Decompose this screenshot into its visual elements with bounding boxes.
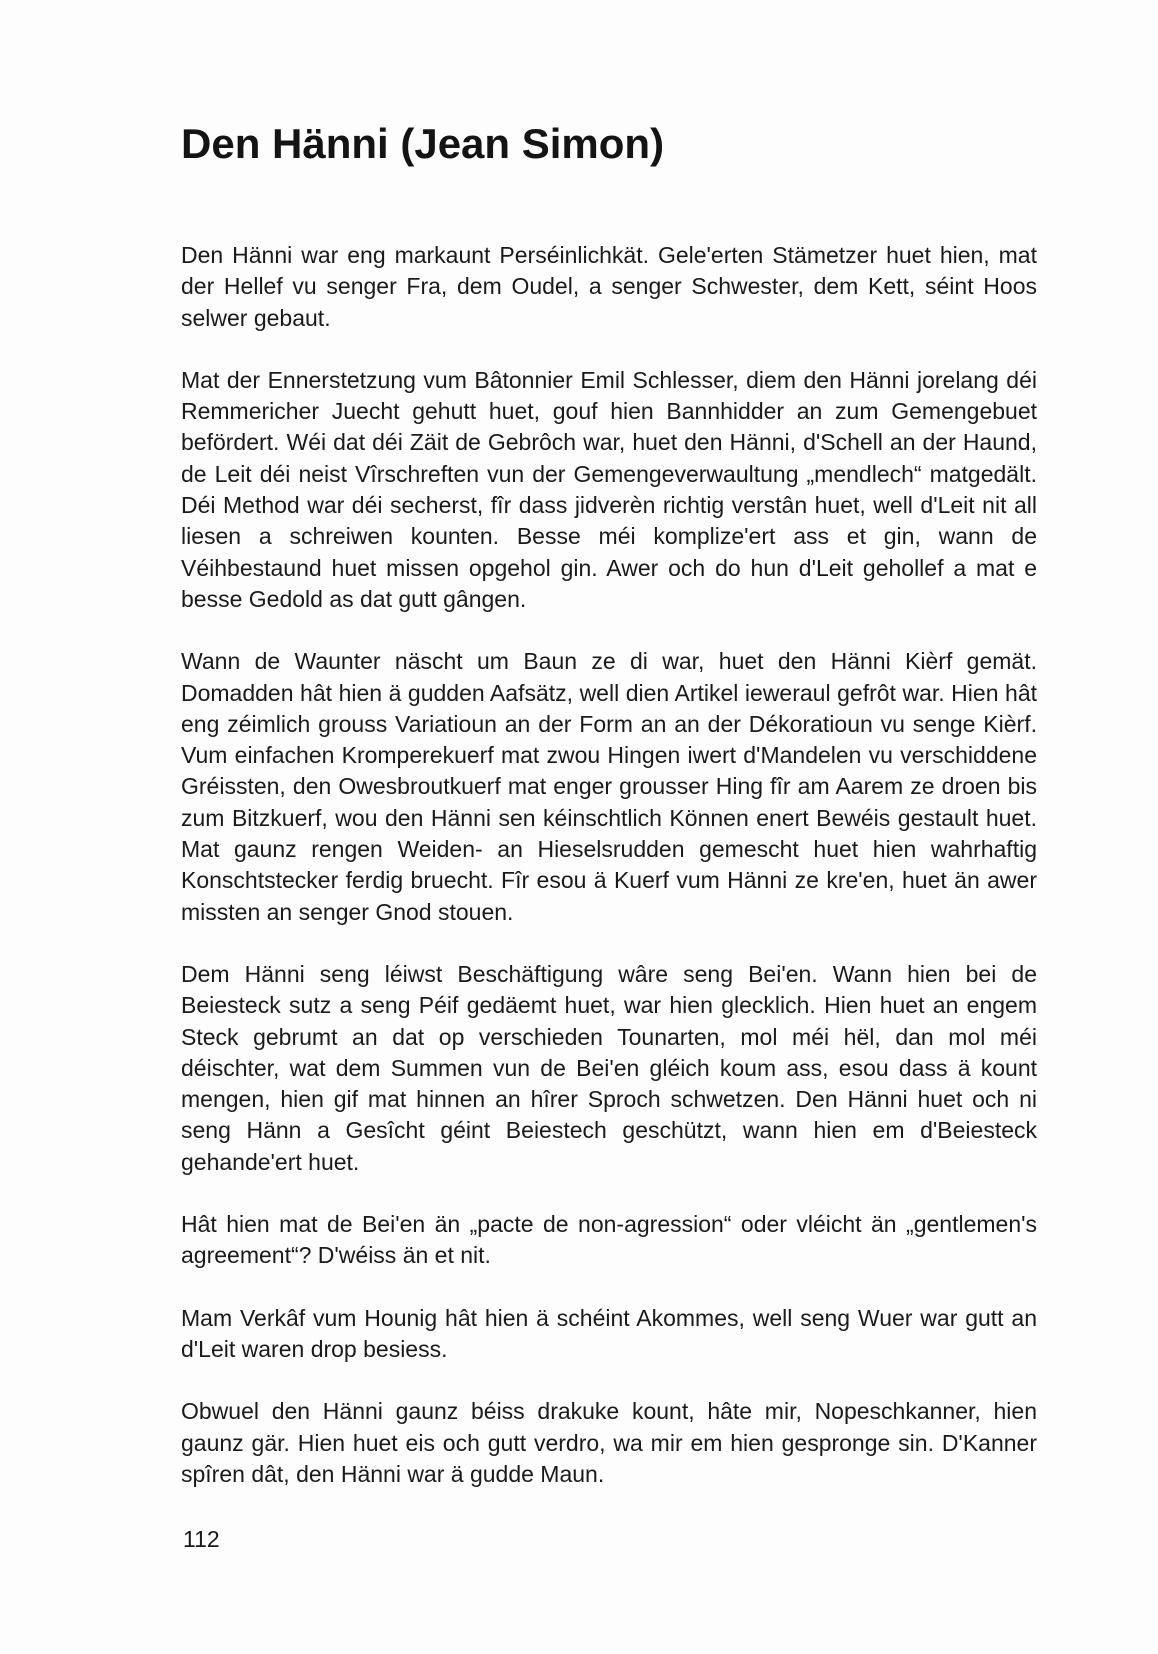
paragraph: Den Hänni war eng markaunt Perséinlichkät. Gele'erten Stämetzer huet hien, mat der Hellef vu senger Fra, dem Oudel, a senger Schwester, dem Kett, séint Hoos selwer gebaut. <box>181 242 1037 331</box>
paragraph: Dem Hänni seng léiwst Beschäftigung wâre seng Bei'en. Wann hien bei de Beiesteck sutz a seng Péif gedäemt huet, war hien glecklich. Hien huet an engem Steck gebrumt an dat op verschieden Tounarten, mol méi hël, dan mol méi déischter, wat dem Summen vun de Bei'en gléich koum ass, esou dass ä kount mengen, hien gif mat hinnen an hîrer Sproch schwetzen. Den Hänni huet och ni seng Hänn a Gesîcht géint Beiestech geschützt, wann hien em d'Beiesteck gehande'ert huet. <box>181 960 1037 1175</box>
paragraph: Mam Verkâf vum Hounig hât hien ä schéint Akommes, well seng Wuer war gutt an d'Leit waren drop besiess. <box>181 1304 1037 1362</box>
paragraph: Hât hien mat de Bei'en än „pacte de non-agression“ oder vléicht än „gentlemen's agreement“? D'wéiss än et nit. <box>181 1211 1037 1269</box>
page-number: 112 <box>183 1526 220 1552</box>
page-title: Den Hänni (Jean Simon) <box>181 120 665 167</box>
article-body <box>181 240 1037 1490</box>
paragraph: Obwuel den Hänni gaunz béiss drakuke kount, hâte mir, Nopeschkanner, hien gaunz gär. Hien huet eis och gutt verdro, wa mir em hien gespronge sin. D'Kanner spîren dât, den Hänni war ä gudde Maun. <box>181 1398 1037 1487</box>
paragraph: Wann de Waunter näscht um Baun ze di war, huet den Hänni Kièrf gemät. Domadden hât hien ä gudden Aafsätz, well dien Artikel ieweraul gefrôt war. Hien hât eng zéimlich grouss Variatioun an der Form an an der Dékoratioun vu senge Kièrf. Vum einfachen Kromperekuerf mat zwou Hingen iwert d'Mandelen vu verschiddene Gréissten, den Owesbroutkuerf mat enger grousser Hing fîr am Aarem ze droen bis zum Bitzkuerf, wou den Hänni sen kéinschtlich Können enert Bewéis gestault huet. Mat gaunz rengen Weiden- an Hieselsrudden gemescht huet hien wahrhaftig Konschtstecker ferdig bruecht. Fîr esou ä Kuerf vum Hänni ze kre'en, huet än awer missten an senger Gnod stouen. <box>181 648 1037 925</box>
paragraph: Mat der Ennerstetzung vum Bâtonnier Emil Schlesser, diem den Hänni jorelang déi Remmericher Juecht gehutt huet, gouf hien Bannhidder an zum Gemengebuet befördert. Wéi dat déi Zäit de Gebrôch war, huet den Hänni, d'Schell an der Haund, de Leit déi neist Vîrschreften vun der Gemengeverwaultung „mendlech“ matgedält. Déi Method war déi secherst, fîr dass jidverèn richtig verstân huet, well d'Leit nit all liesen a schreiwen kounten. Besse méi komplize'ert ass et gin, wann de Véihbestaund huet missen opgehol gin. Awer och do hun d'Leit gehollef a mat e besse Gedold as dat gutt gângen. <box>181 366 1037 612</box>
